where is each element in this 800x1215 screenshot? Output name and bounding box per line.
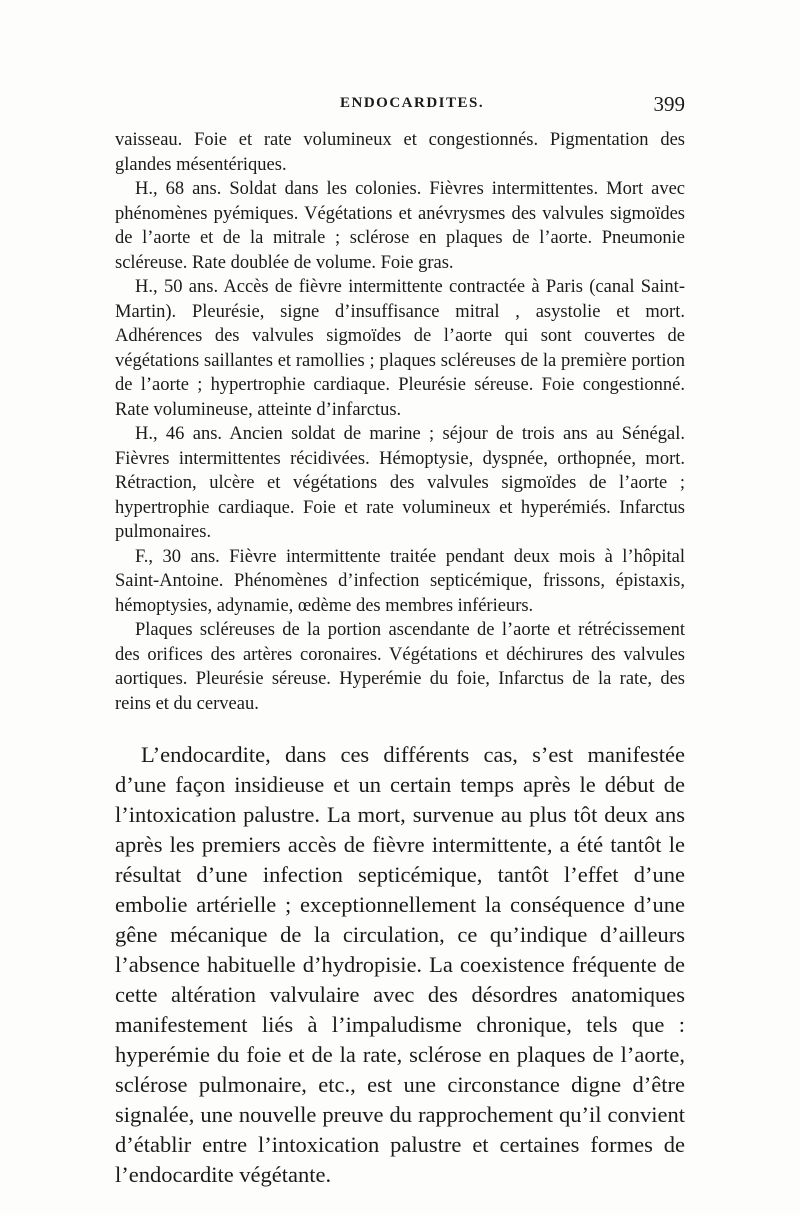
case-paragraph: H., 68 ans. Soldat dans les colonies. Fièvres intermittentes. Mort avec phénomènes pyémiques. Végétations et anévrysmes des valvules sigmoïdes de l’aorte et de la mitrale ; sclérose en plaques de l’aorte. Pneumonie scléreuse. Rate doublée de volume. Foie gras.	[115, 179, 685, 273]
page-number: 399	[653, 92, 685, 116]
case-paragraph: Plaques scléreuses de la portion ascendante de l’aorte et rétrécissement des orifices des artères coronaires. Végétations et déchirures des valvules aortiques. Pleurésie séreuse. Hyperémie du foie, Infarctus de la rate, des reins et du cerveau.	[115, 620, 685, 714]
running-head: ENDOCARDITES.	[340, 95, 485, 111]
conclusion-paragraph: L’endocardite, dans ces différents cas, s’est manifestée d’une façon insidieuse et un certain temps après le début de l’intoxication palustre. La mort, survenue au plus tôt deux ans après les premiers accès de fièvre intermittente, a été tantôt le résultat d’une infection septicémique, tantôt l’effet d’une embolie artérielle ; exceptionnellement la conséquence d’une gêne mécanique de la circulation, ce qu’indique d’ailleurs l’absence habituelle d’hydropisie. La coexistence fréquente de cette altération valvulaire avec des désordres anatomiques manifestement liés à l’impaludisme chronique, tels que : hyperémie du foie et de la rate, sclérose en plaques de l’aorte, sclérose pulmonaire, etc., est une circonstance digne d’être signalée, une nouvelle preuve du rapprochement qu’il convient d’établir entre l’intoxication palustre et certaines formes de l’endocardite végétante.	[115, 742, 685, 1187]
case-reports	[115, 128, 685, 716]
main-text	[115, 740, 685, 1190]
page-header	[115, 92, 685, 125]
case-paragraph: H., 46 ans. Ancien soldat de marine ; séjour de trois ans au Sénégal. Fièvres intermittentes récidivées. Hémoptysie, dyspnée, orthopnée, mort. Rétraction, ulcère et végétations des valvules sigmoïdes de l’aorte ; hypertrophie cardiaque. Foie et rate volumineux et hyperémiés. Infarctus pulmonaires.	[115, 424, 685, 542]
case-continuation: vaisseau. Foie et rate volumineux et congestionnés. Pigmentation des glandes mésentériques.	[115, 130, 685, 175]
case-paragraph: H., 50 ans. Accès de fièvre intermittente contractée à Paris (canal Saint-Martin). Pleurésie, signe d’insuffisance mitral , asystolie et mort. Adhérences des valvules sigmoïdes de l’aorte qui sont couvertes de végétations saillantes et ramollies ; plaques scléreuses de la première portion de l’aorte ; hypertrophie cardiaque. Pleurésie séreuse. Foie congestionné. Rate volumineuse, atteinte d’infarctus.	[115, 277, 685, 420]
case-paragraph: F., 30 ans. Fièvre intermittente traitée pendant deux mois à l’hôpital Saint-Antoine. Phénomènes d’infection septicémique, frissons, épistaxis, hémoptysies, adynamie, œdème des membres inférieurs.	[115, 546, 685, 616]
